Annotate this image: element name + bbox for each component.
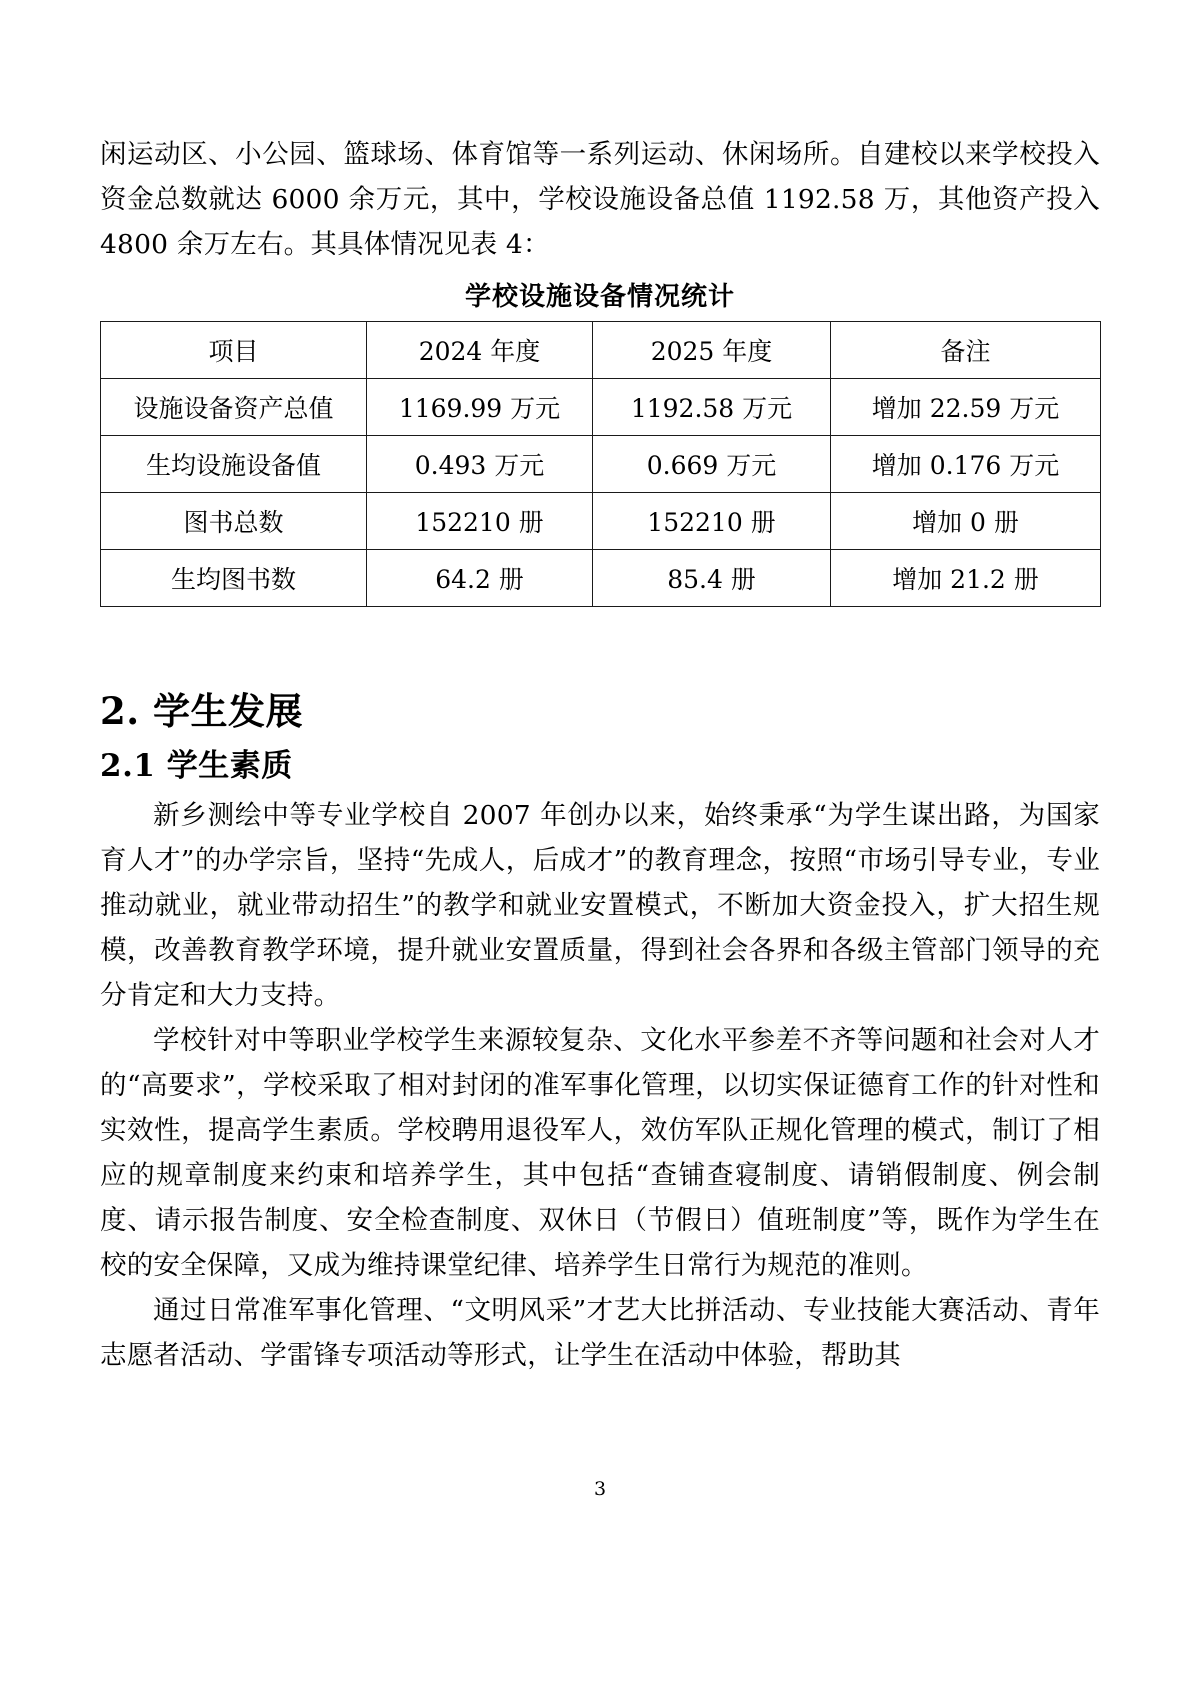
table-header-row [101, 322, 1101, 379]
table-row [101, 550, 1101, 607]
page-content [100, 132, 1100, 1378]
table-cell-remark: 增加 0 册 [831, 493, 1101, 550]
heading-section-2: 2. 学生发展 [100, 689, 304, 733]
table-header-cell-item: 项目 [101, 322, 367, 379]
table-header-cell-remark: 备注 [831, 322, 1101, 379]
heading-section-2-1: 2.1 学生素质 [100, 748, 293, 784]
table-cell-remark: 增加 0.176 万元 [831, 436, 1101, 493]
table-cell-2024: 152210 册 [367, 493, 593, 550]
table-row [101, 493, 1101, 550]
table-caption: 学校设施设备情况统计 [464, 282, 735, 312]
body-paragraph-2: 学校针对中等职业学校学生来源较复杂、文化水平参差不齐等问题和社会对人才的“高要求”，学校采取了相对封闭的准军事化管理，以切实保证德育工作的针对性和实效性，提高学生素质。学校聘用退役军人，效仿军队正规化管理的模式，制订了相应的规章制度来约束和培养学生，其中包括“查铺查寝制度、请销假制度、例会制度、请示报告制度、安全检查制度、双休日（节假日）值班制度”等，既作为学生在校的安全保障，又成为维持课堂纪律、培养学生日常行为规范的准则。 [100, 1025, 1100, 1281]
spacer [100, 267, 1100, 271]
spacer [100, 607, 1100, 685]
body-paragraph-3: 通过日常准军事化管理、“文明风采”才艺大比拼活动、专业技能大赛活动、青年志愿者活动、学雷锋专项活动等形式，让学生在活动中体验，帮助其 [100, 1295, 1100, 1371]
table-cell-2025: 1192.58 万元 [593, 379, 831, 436]
table-cell-remark: 增加 22.59 万元 [831, 379, 1101, 436]
table-cell-item: 图书总数 [101, 493, 367, 550]
intro-paragraph: 闲运动区、小公园、篮球场、体育馆等一系列运动、休闲场所。自建校以来学校投入资金总数就达 6000 余万元，其中，学校设施设备总值 1192.58 万，其他资产投入 4800 余万左右。其具体情况见表 4： [100, 139, 1100, 260]
page-number: 3 [593, 1478, 607, 1500]
table-cell-remark: 增加 21.2 册 [831, 550, 1101, 607]
body-paragraph-1: 新乡测绘中等专业学校自 2007 年创办以来，始终秉承“为学生谋出路，为国家育人才”的办学宗旨，坚持“先成人，后成才”的教育理念，按照“市场引导专业，专业推动就业，就业带动招生”的教学和就业安置模式，不断加大资金投入，扩大招生规模，改善教育教学环境，提升就业安置质量，得到社会各界和各级主管部门领导的充分肯定和大力支持。 [100, 800, 1100, 1011]
table-cell-item: 生均图书数 [101, 550, 367, 607]
facilities-statistics-table [100, 321, 1101, 607]
table-cell-2024: 1169.99 万元 [367, 379, 593, 436]
table-row [101, 436, 1101, 493]
table-cell-2025: 0.669 万元 [593, 436, 831, 493]
table-cell-2025: 152210 册 [593, 493, 831, 550]
table-cell-2024: 0.493 万元 [367, 436, 593, 493]
table-header-cell-2024: 2024 年度 [367, 322, 593, 379]
table-cell-item: 设施设备资产总值 [101, 379, 367, 436]
table-cell-2025: 85.4 册 [593, 550, 831, 607]
table-cell-item: 生均设施设备值 [101, 436, 367, 493]
table-cell-2024: 64.2 册 [367, 550, 593, 607]
table-row [101, 379, 1101, 436]
table-header-cell-2025: 2025 年度 [593, 322, 831, 379]
